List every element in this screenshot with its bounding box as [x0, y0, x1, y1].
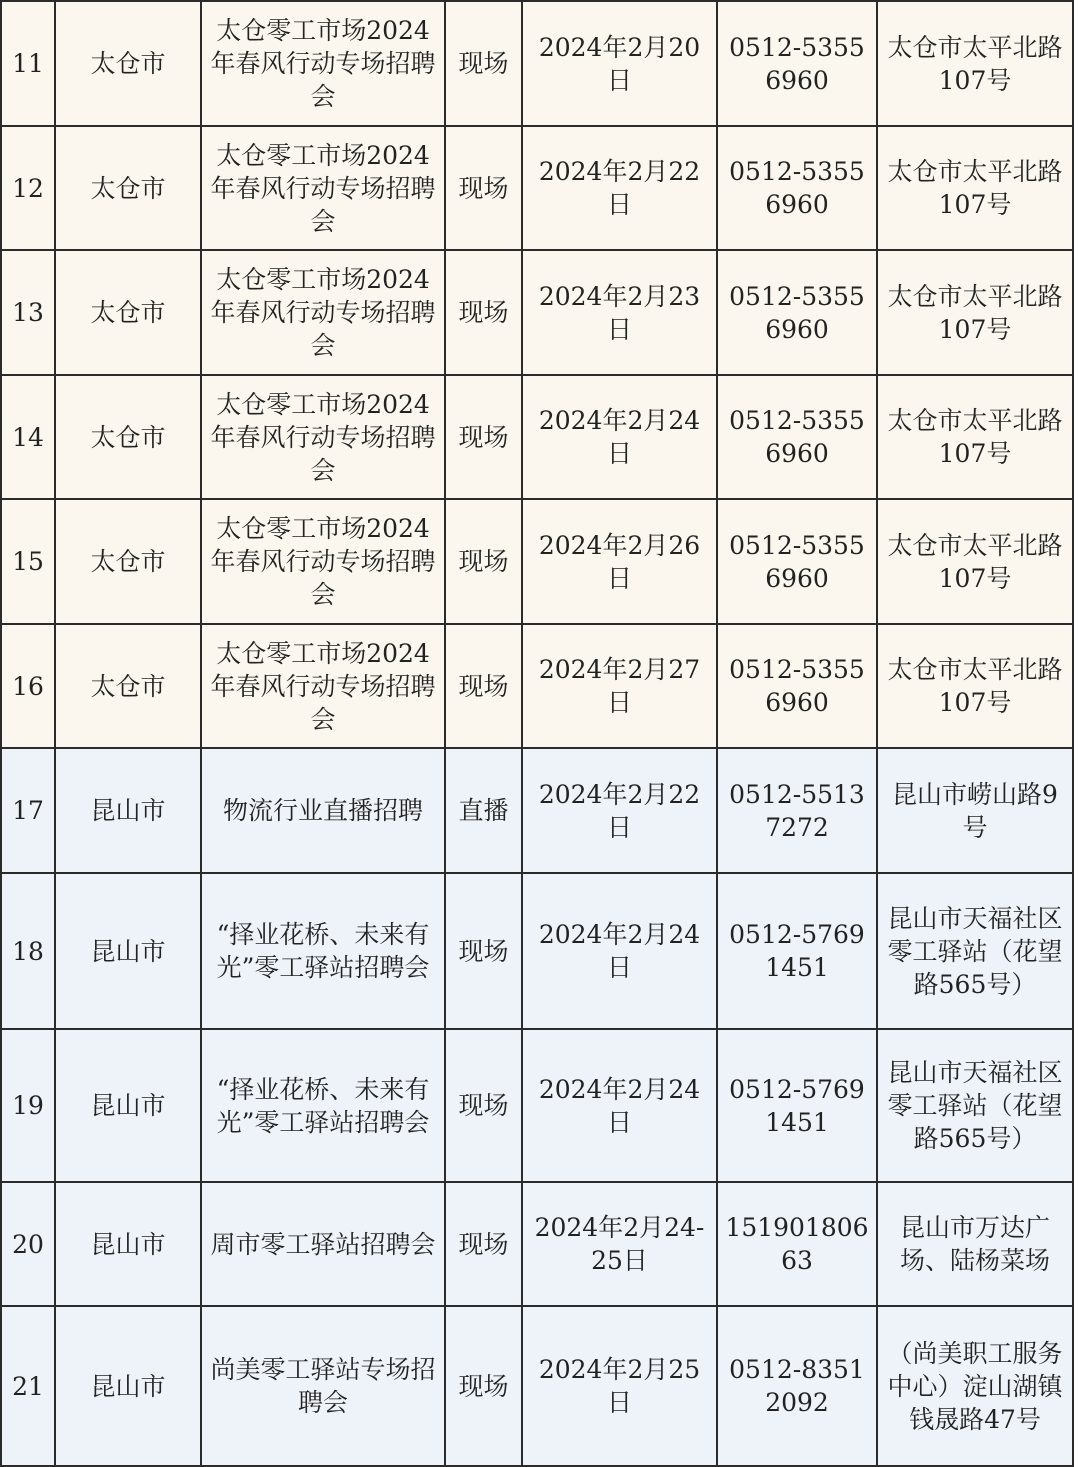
- table-row: [1, 1182, 1073, 1306]
- event-name-cell: “择业花桥、未来有光”零工驿站招聘会: [201, 1029, 445, 1182]
- row-number: 18: [1, 873, 55, 1029]
- event-name-cell: “择业花桥、未来有光”零工驿站招聘会: [201, 873, 445, 1029]
- phone-cell: 0512-53556960: [717, 250, 877, 375]
- event-name-cell: 太仓零工市场2024年春风行动专场招聘会: [201, 250, 445, 375]
- table-row: [1, 1, 1073, 126]
- date-cell: 2024年2月23日: [522, 250, 717, 375]
- table-row: [1, 1029, 1073, 1182]
- address-cell: 昆山市崂山路9号: [877, 748, 1073, 873]
- phone-cell: 0512-57691451: [717, 1029, 877, 1182]
- address-cell: 昆山市天福社区零工驿站（花望路565号）: [877, 1029, 1073, 1182]
- row-number: 20: [1, 1182, 55, 1306]
- mode-cell: 现场: [445, 499, 522, 624]
- phone-cell: 0512-57691451: [717, 873, 877, 1029]
- address-cell: 太仓市太平北路107号: [877, 375, 1073, 499]
- mode-cell: 现场: [445, 375, 522, 499]
- phone-cell: 0512-55137272: [717, 748, 877, 873]
- address-cell: 太仓市太平北路107号: [877, 624, 1073, 748]
- date-cell: 2024年2月24日: [522, 375, 717, 499]
- address-cell: 昆山市万达广场、陆杨菜场: [877, 1182, 1073, 1306]
- mode-cell: 现场: [445, 250, 522, 375]
- event-name-cell: 太仓零工市场2024年春风行动专场招聘会: [201, 375, 445, 499]
- mode-cell: 现场: [445, 1306, 522, 1466]
- mode-cell: 现场: [445, 1, 522, 126]
- phone-cell: 0512-53556960: [717, 126, 877, 250]
- city-cell: 太仓市: [55, 1, 201, 126]
- city-cell: 太仓市: [55, 499, 201, 624]
- date-cell: 2024年2月24-25日: [522, 1182, 717, 1306]
- mode-cell: 现场: [445, 624, 522, 748]
- address-cell: 昆山市天福社区零工驿站（花望路565号）: [877, 873, 1073, 1029]
- row-number: 15: [1, 499, 55, 624]
- mode-cell: 直播: [445, 748, 522, 873]
- city-cell: 昆山市: [55, 1182, 201, 1306]
- row-number: 16: [1, 624, 55, 748]
- date-cell: 2024年2月24日: [522, 1029, 717, 1182]
- city-cell: 太仓市: [55, 250, 201, 375]
- phone-cell: 15190180663: [717, 1182, 877, 1306]
- city-cell: 太仓市: [55, 126, 201, 250]
- city-cell: 太仓市: [55, 624, 201, 748]
- date-cell: 2024年2月27日: [522, 624, 717, 748]
- date-cell: 2024年2月22日: [522, 126, 717, 250]
- event-name-cell: 物流行业直播招聘: [201, 748, 445, 873]
- row-number: 14: [1, 375, 55, 499]
- row-number: 17: [1, 748, 55, 873]
- address-cell: 太仓市太平北路107号: [877, 126, 1073, 250]
- table-row: [1, 250, 1073, 375]
- date-cell: 2024年2月20日: [522, 1, 717, 126]
- mode-cell: 现场: [445, 1182, 522, 1306]
- mode-cell: 现场: [445, 1029, 522, 1182]
- table-row: [1, 1306, 1073, 1466]
- address-cell: 太仓市太平北路107号: [877, 1, 1073, 126]
- table-row: [1, 499, 1073, 624]
- city-cell: 昆山市: [55, 1306, 201, 1466]
- event-name-cell: 太仓零工市场2024年春风行动专场招聘会: [201, 1, 445, 126]
- row-number: 12: [1, 126, 55, 250]
- city-cell: 昆山市: [55, 748, 201, 873]
- table-row: [1, 748, 1073, 873]
- date-cell: 2024年2月22日: [522, 748, 717, 873]
- row-number: 13: [1, 250, 55, 375]
- phone-cell: 0512-53556960: [717, 499, 877, 624]
- address-cell: （尚美职工服务中心）淀山湖镇钱晟路47号: [877, 1306, 1073, 1466]
- city-cell: 昆山市: [55, 1029, 201, 1182]
- date-cell: 2024年2月26日: [522, 499, 717, 624]
- mode-cell: 现场: [445, 126, 522, 250]
- row-number: 21: [1, 1306, 55, 1466]
- event-name-cell: 周市零工驿站招聘会: [201, 1182, 445, 1306]
- table-row: [1, 624, 1073, 748]
- event-name-cell: 太仓零工市场2024年春风行动专场招聘会: [201, 126, 445, 250]
- address-cell: 太仓市太平北路107号: [877, 250, 1073, 375]
- phone-cell: 0512-53556960: [717, 1, 877, 126]
- row-number: 11: [1, 1, 55, 126]
- phone-cell: 0512-53556960: [717, 375, 877, 499]
- date-cell: 2024年2月25日: [522, 1306, 717, 1466]
- table-row: [1, 126, 1073, 250]
- mode-cell: 现场: [445, 873, 522, 1029]
- phone-cell: 0512-53556960: [717, 624, 877, 748]
- event-name-cell: 太仓零工市场2024年春风行动专场招聘会: [201, 624, 445, 748]
- event-name-cell: 尚美零工驿站专场招聘会: [201, 1306, 445, 1466]
- address-cell: 太仓市太平北路107号: [877, 499, 1073, 624]
- event-name-cell: 太仓零工市场2024年春风行动专场招聘会: [201, 499, 445, 624]
- city-cell: 昆山市: [55, 873, 201, 1029]
- row-number: 19: [1, 1029, 55, 1182]
- date-cell: 2024年2月24日: [522, 873, 717, 1029]
- table-row: [1, 375, 1073, 499]
- city-cell: 太仓市: [55, 375, 201, 499]
- phone-cell: 0512-83512092: [717, 1306, 877, 1466]
- table-row: [1, 873, 1073, 1029]
